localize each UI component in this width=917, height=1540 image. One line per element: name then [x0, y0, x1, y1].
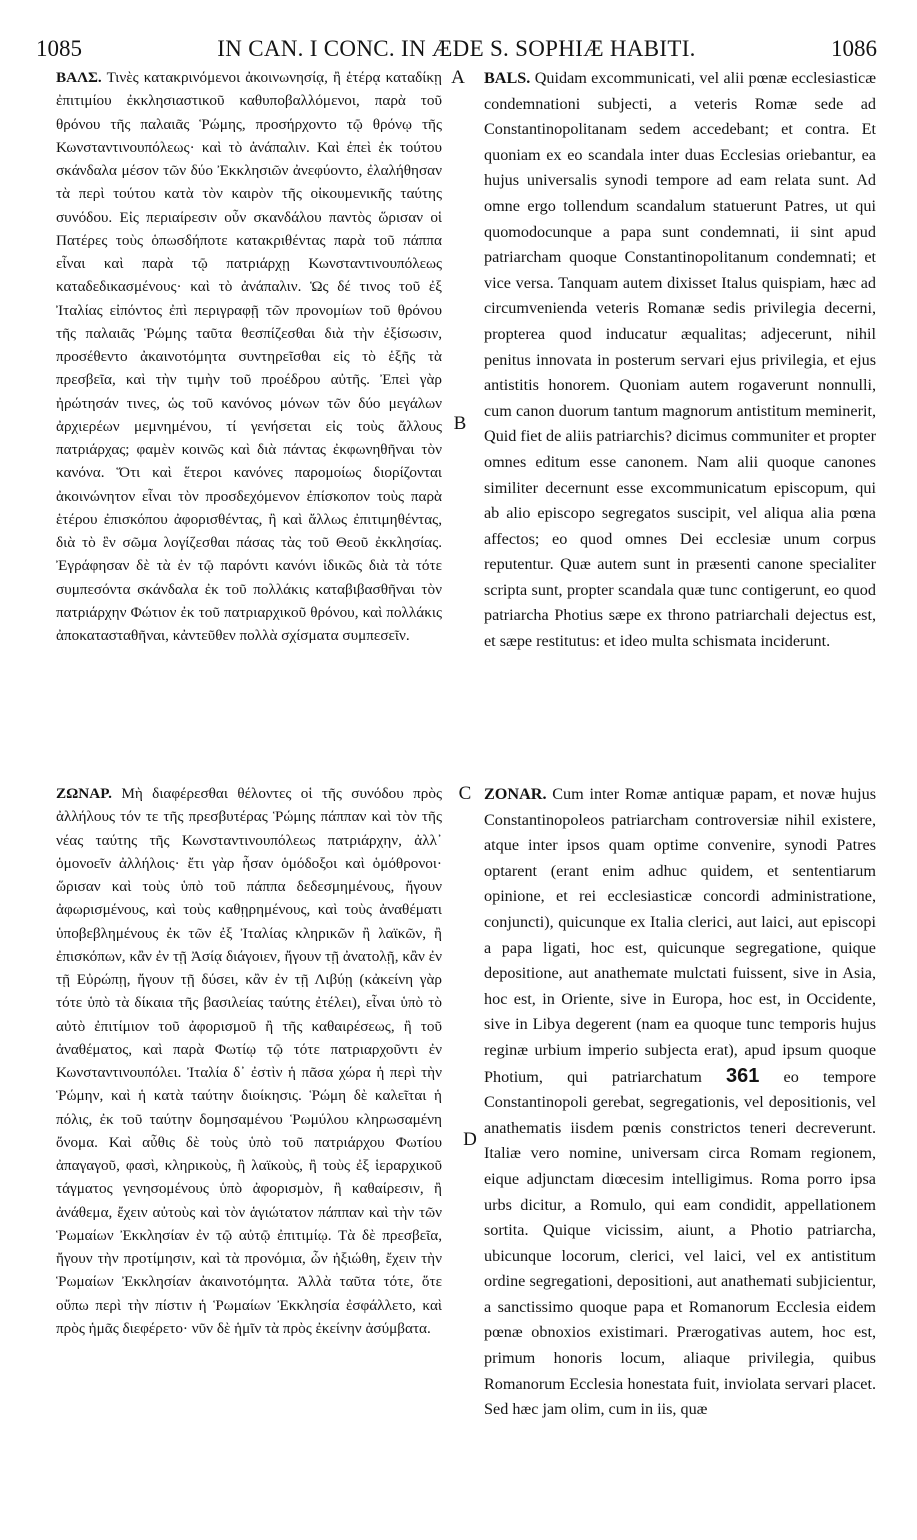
margin-letter-d: D — [463, 1129, 477, 1150]
margin-letter-b: B — [453, 413, 467, 434]
latin-balsamon-text: Quidam excommunicati, vel alii pœnæ ecclesiasticæ condemnationi subjecti, a veteris Romæ sede ad Constantinopolitanam sedem accedebant; et contra. Et quoniam ex eo scandala inter duas Ecclesias oriebantur, ea hujus universalis synodi tempore ad eam relata sunt. Ad omne ergo tollendum scandalum statuerunt Patres, ut qui quomodocunque a papa sunt condemnati, ii sint apud patriarcham quoque Constantinopolitanum condemnati; et vice versa. Tanquam autem dixisset Italus quispiam, hæc ad circumvenienda veteris Romanæ sedis privilegia decerni, propterea quod inducatur æqualitas; adjecerunt, nihil penitus innovata in posterum servari ejus privilegia, et ejus antistitis honorem. Quoniam autem rogaverunt nonnulli, cum canon duorum tantum magnorum antistitum meminerit, Quid fiet de aliis patriarchis? dicimus communiter et propter omnes editum esse canonem. Nam alii quoque canones similiter decernunt esse excommunicatum episcopum, qui ab alio episcopo segregatos suscipit, vel aliqua alia pœna affectos; eo quod omnes Dei ecclesiæ unum corpus reputentur. Quæ autem sunt in præsenti canone specialiter scripta sunt, propter scandala quæ tunc contigerunt, eo quod patriarcha Photius sæpe ex throno patriarchali dejectus est, et sæpe restitutus: et ideo multa schismata inciderunt. — [484, 69, 877, 651]
greek-balsamon-text: Τινὲς κατακρινόμενοι ἀκοινωνησίᾳ, ἢ ἑτέρᾳ καταδίκῃ ἐπιτιμίου ἐκκλησιαστικοῦ καθυποβαλλόμενοι, παρὰ τοῦ θρόνου τῆς παλαιᾶς Ῥώμης, προσήρχοντο τῷ θρόνῳ τῆς Κωνσταντινουπόλεως· καὶ τὸ ἀνάπαλιν. Καὶ ἐπεὶ ἐκ τούτου σκάνδαλα μέσον τῶν δύο Ἐκκλησιῶν ἀνεφύοντο, ἐλαλήθησαν τὰ περὶ τούτου κατὰ τὸν καιρὸν τῆς οἰκουμενικῆς ταύτης συνόδου. Εἰς περιαίρεσιν οὖν σκανδάλου παντὸς ὥρισαν οἱ Πατέρες τοὺς ὁπωσδήποτε κατακριθέντας παρὰ τοῦ πάππα εἶναι καὶ παρὰ τῷ πατριάρχῃ Κωνσταντινουπόλεως καταδεδικασμένους· καὶ τὸ ἀνάπαλιν. Ὡς δέ τινος τοῦ ἐξ Ἰταλίας εἰπόντος ἐπὶ περιγραφῇ τῶν προνομίων τοῦ θρόνου τῆς παλαιᾶς Ῥώμης ταῦτα θεσπίζεσθαι διὰ τὴν ἐξίσωσιν, προσέθεντο ἀκαινοτόμητα συντηρεῖσθαι εἰς τὸ ἑξῆς τὰ πρεσβεῖα, καὶ τὴν τιμὴν τοῦ προέδρου αὐτῆς. Ἐπεὶ γὰρ ἠρώτησάν τινες, ὡς τοῦ κανόνος μόνων τῶν δύο μεγάλων ἀρχιερέων μεμνημένου, τί γενήσεται εἰς τοὺς ἄλλους πατριάρχας; φαμὲν κοινῶς καὶ διὰ πάντας ἐκφωνηθῆναι τὸν κανόνα. Ὅτι καὶ ἕτεροι κανόνες παρομοίως διορίζονται ἀκοινώνητον εἶναι τὸν προσδεχόμενον ἐπίσκοπον τοὺς παρὰ ἑτέρου ἐπισκόπου ἀφορισθέντας, ἢ καὶ ἄλλως ἐπιτιμηθέντας, διὰ τὸ ἓν σῶμα λογίζεσθαι πάσας τὰς τοῦ Θεοῦ ἐκκλησίας. Ἐγράφησαν δὲ τὰ ἐν τῷ παρόντι κανόνι ἰδικῶς διὰ τὰ τότε συμπεσόντα σκάνδαλα ἐκ τοῦ πολλάκις καταβιβασθῆναι τὸν πατριάρχην Φώτιον ἐκ τοῦ πατριαρχικοῦ θρόνου, καὶ πολλάκις ἀποκατασταθῆναι, κἀντεῦθεν πολλὰ σχίσματα συμπεσεῖν. — [56, 69, 442, 644]
section-label-bals-greek: ΒΑΛΣ. — [56, 69, 102, 86]
latin-zonaras-column — [484, 782, 876, 1423]
latin-balsamon-paragraph — [484, 66, 876, 655]
margin-letter-c: C — [458, 783, 472, 804]
running-head — [36, 34, 877, 64]
greek-balsamon-column — [56, 66, 442, 647]
running-title: IN CAN. I CONC. IN ÆDE S. SOPHIÆ HABITI. — [217, 36, 696, 61]
page-number-left: 1085 — [36, 36, 82, 61]
latin-zonaras-text-b: eo tempore Constantinopoli gerebat, segregationis, vel depositionis, vel anathematis iisdem pœnis constrictos teneri decreverunt. Italiæ vero nomine, universam circa Romam regionem, eique adjunctam diœcesim intelligimus. Roma porro ipsa urbs dicitur, a Romulo, qui eam condidit, appellationem sortita. Quique vicissim, aiunt, a Photio patriarcha, ubicunque locorum, clerici, vel laici, vel ex antistitum ordine segregationi, depositioni, aut anathemati subjicientur, a sanctissimo quoque papa et Romanorum Ecclesia eidem pœnæ obnoxios existimari. Prærogativas autem, hoc est, primum honoris locum, aliaque privilegia, quibus Romanorum Ecclesia honestata fuit, inviolata servari placet. Sed hæc jam olim, cum in iis, quæ — [484, 1067, 877, 1419]
page-number-right: 1086 — [831, 36, 877, 61]
section-label-zonar-greek: ΖΩΝΑΡ. — [56, 785, 112, 802]
greek-balsamon-paragraph — [56, 66, 442, 647]
latin-zonaras-text-a: Cum inter Romæ antiquæ papam, et novæ hujus Constantinopoleos patriarcham controversiæ nihil existere, atque inter ipsos quam optime convenire, synodi Patres optarent (erant enim adhuc quidem, et sententiarum opinione, et rei ecclesiasticæ concordi administratione, conjuncti), quicunque ex Italia clerici, aut laici, aut episcopi a papa ligati, hoc est, quicunque segregatione, quique depositione, aut anathemate mulctati fuissent, sive in Asia, hoc est, in Oriente, sive in Europa, hoc est, in Occidente, sive in Libya degerent (nam ea quoque tunc temporis hujus reginæ urbium imperio subjecta erat), apud ipsum quoque Photium, qui patriarchatum — [484, 785, 877, 1086]
greek-zonaras-text: Μὴ διαφέρεσθαι θέλοντες οἱ τῆς συνόδου πρὸς ἀλλήλους τόν τε τῆς πρεσβυτέρας Ῥώμης πάππαν καὶ τὸν τῆς νέας ταύτης τῆς Κωνσταντινουπόλεως πατριάρχην, ἀλλ᾿ ὁμονοεῖν ἀλλήλοις· ἔτι γὰρ ἦσαν ὁμόδοξοι καὶ ὁμόθρονοι· ὥρισαν καὶ τοὺς ὑπὸ τοῦ πάππα δεδεσμημένους, ἤγουν ἀφωρισμένους, καὶ τοὺς καθῃρημένους, καὶ τοὺς ἀναθέματι ὑποβεβλημένους ἐκ τῶν ἐξ Ἰταλίας κληρικῶν ἢ λαϊκῶν, ἢ ἐπισκόπων, κἂν ἐν τῇ Ἀσίᾳ διάγοιεν, ἤγουν τῇ ἀνατολῇ, κἂν ἐν τῇ Εὐρώπῃ, ἤγουν τῇ δύσει, κἂν ἐν τῇ Λιβύῃ (κἀκείνη γὰρ τότε ὑπὸ τὰ δίκαια τῆς βασιλείας ταύτης ἐτέλει), εἶναι ὑπὸ τὸ αὐτὸ ἐπιτίμιον τοῦ ἀφορισμοῦ ἢ τῆς καθαιρέσεως, ἢ τοῦ ἀναθέματος, καὶ παρὰ Φωτίῳ τῷ τότε πατριαρχοῦντι ἐν Κωνσταντινουπόλει. Ἰταλία δ᾿ ἐστὶν ἡ πᾶσα χώρα ἡ περὶ τὴν Ῥώμην, καὶ ἡ κατὰ ταύτην διοίκησις. Ῥώμη δὲ καλεῖται ἡ πόλις, ἐκ τοῦ ταύτην δομησαμένου Ῥωμύλου κληρωσαμένη ὄνομα. Καὶ αὖθις δὲ τοὺς ὑπὸ τοῦ πατριάρχου Φωτίου ἀπαγαγοῦ, φασὶ, κληρικοὺς, ἢ λαϊκοὺς, ἢ τοὺς ἐξ ἱεραρχικοῦ τάγματος γενησομένους ὑπὸ ἀφορισμὸν, ἢ καθαίρεσιν, ἢ ἀνάθεμα, ἔχειν αὐτοὺς καὶ τὸν ἁγιώτατον πάππαν καὶ τὴν τῶν Ῥωμαίων Ἐκκλησίαν ἐν τῷ αὐτῷ ἐπιτιμίῳ. Τὰ δὲ πρεσβεῖα, ἤγουν τὴν προτίμησιν, καὶ τὰ προνόμια, ὧν ἠξιώθη, ἔχειν τὴν Ῥωμαίων Ἐκκλησίαν ἀκαινοτόμητα. Ἀλλὰ ταῦτα τότε, ὅτε οὔπω περὶ τὴν πίστιν ἡ Ῥωμαίων Ἐκκλησία ἐσφάλλετο, καὶ πρὸς ἡμᾶς διεφέρετο· νῦν δὲ ἡμῖν τὰ πρὸς ἐκείνην ἀσύμβατα. — [56, 785, 442, 1337]
greek-zonaras-column — [56, 782, 442, 1340]
latin-zonaras-paragraph — [484, 782, 876, 1423]
section-label-zonar-latin: ZONAR. — [484, 785, 547, 803]
greek-zonaras-paragraph — [56, 782, 442, 1340]
page-marker: 361 — [725, 1064, 760, 1087]
margin-letter-a: A — [451, 67, 465, 88]
section-label-bals-latin: BALS. — [484, 69, 531, 87]
latin-balsamon-column — [484, 66, 876, 655]
